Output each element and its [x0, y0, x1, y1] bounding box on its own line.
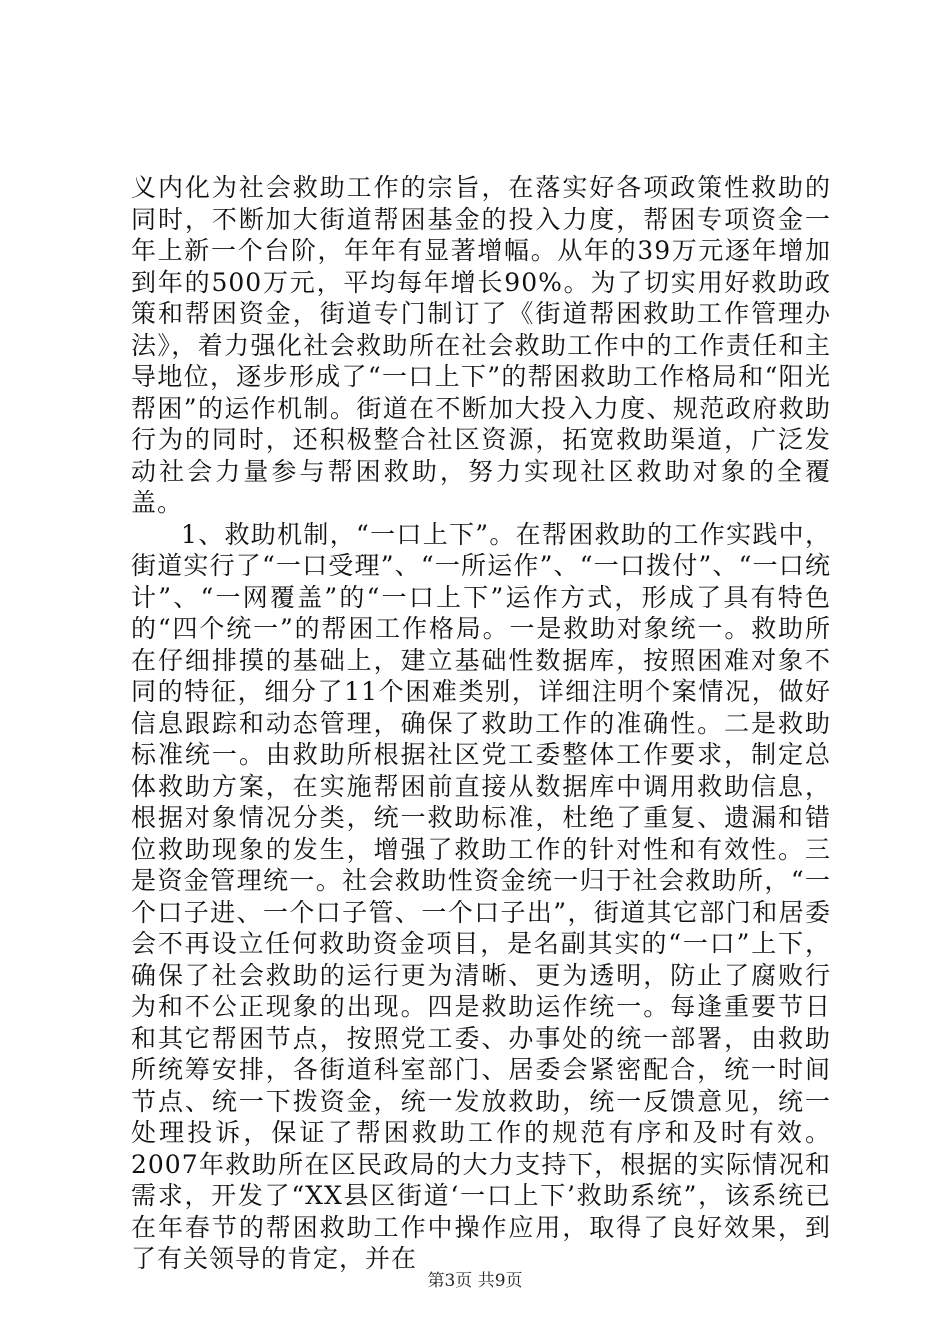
paragraph-1: 义内化为社会救助工作的宗旨，在落实好各项政策性救助的同时，不断加大街道帮困基金的投入力度，帮困专项资金一年上新一个台阶，年年有显著增幅。从年的39万元逐年增加到年的500万元，平均每年增长90%。为了切实用好救助政策和帮困资金，街道专门制订了《街道帮困救助工作管理办法》，着力强化社会救助所在社会救助工作中的工作责任和主导地位，逐步形成了“一口上下”的帮困救助工作格局和“阳光帮困”的运作机制。街道在不断加大投入力度、规范政府救助行为的同时，还积极整合社区资源，拓宽救助渠道，广泛发动社会力量参与帮困救助，努力实现社区救助对象的全覆盖。 [131, 173, 831, 517]
page-footer: 第3页 共9页 [427, 1271, 523, 1291]
body-text [131, 172, 831, 1275]
paragraph-2: 1、救助机制，“一口上下”。在帮困救助的工作实践中，街道实行了“一口受理”、“一所运作”、“一口拨付”、“一口统计”、“一网覆盖”的“一口上下”运作方式，形成了具有特色的“四个统一”的帮困工作格局。一是救助对象统一。救助所在仔细排摸的基础上，建立基础性数据库，按照困难对象不同的特征，细分了11个困难类别，详细注明个案情况，做好信息跟踪和动态管理，确保了救助工作的准确性。二是救助标准统一。由救助所根据社区党工委整体工作要求，制定总体救助方案，在实施帮困前直接从数据库中调用救助信息，根据对象情况分类，统一救助标准，杜绝了重复、遗漏和错位救助现象的发生，增强了救助工作的针对性和有效性。三是资金管理统一。社会救助性资金统一归于社会救助所，“一个口子进、一个口子管、一个口子出”，街道其它部门和居委会不再设立任何救助资金项目，是名副其实的“一口”上下，确保了社会救助的运行更为清晰、更为透明，防止了腐败行为和不公正现象的出现。四是救助运作统一。每逢重要节日和其它帮困节点，按照党工委、办事处的统一部署，由救助所统筹安排，各街道科室部门、居委会紧密配合，统一时间节点、统一下拨资金，统一发放救助，统一反馈意见，统一处理投诉，保证了帮困救助工作的规范有序和及时有效。2007年救助所在区民政局的大力支持下，根据的实际情况和需求，开发了“XX县区街道‘一口上下’救助系统”，该系统已在年春节的帮困救助工作中操作应用，取得了良好效果，到了有关领导的肯定，并在 [131, 519, 831, 1273]
